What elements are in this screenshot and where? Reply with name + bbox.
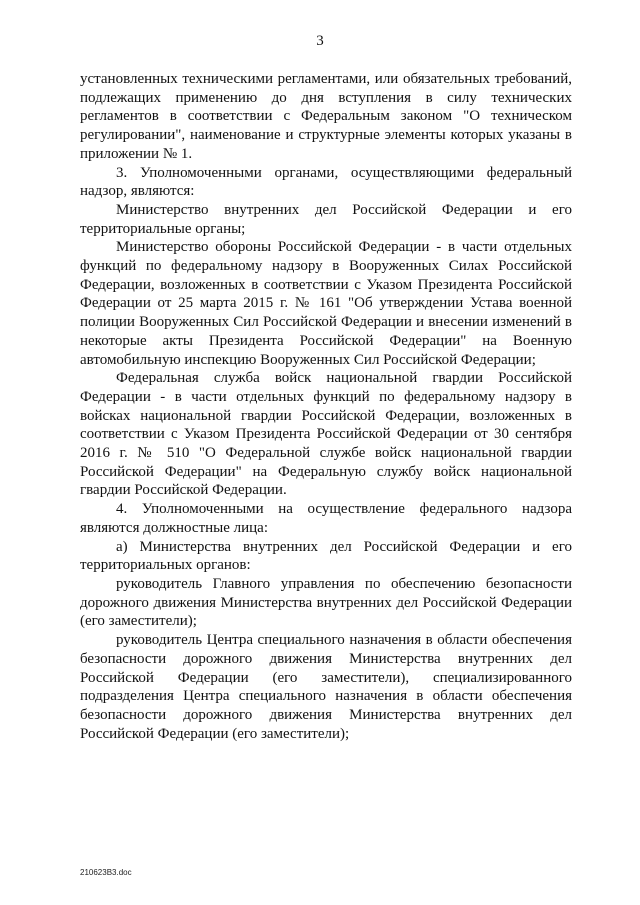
paragraph-ministry-of-defense: Министерство обороны Российской Федерации - в части отдельных функций по федеральному надзору в Вооруженных Силах Российской Федерации, возложенных в соответствии с Указом Президента Российской Федерации от 25 марта 2015 г. № 161 "Об утверждении Устава военной полиции Вооруженных Сил Российской Федерации и внесении изменений в некоторые акты Президента Российской Федерации" на Военную автомобильную инспекцию Вооруженных Сил Российской Федерации; bbox=[80, 239, 572, 368]
document-body bbox=[80, 70, 572, 743]
page-number: 3 bbox=[316, 33, 324, 49]
paragraph-clause-4: 4. Уполномоченными на осуществление федерального надзора являются должностные лица: bbox=[80, 501, 572, 536]
paragraph-subclause-a: а) Министерства внутренних дел Российской Федерации и его территориальных органов: bbox=[80, 538, 572, 574]
paragraph-continuation: установленных техническими регламентами, или обязательных требований, подлежащих применению до дня вступления в силу технических регламентов в соответствии с Федеральным законом "О техническом регулировании", наименование и структурные элементы которых указаны в приложении № 1. bbox=[80, 71, 572, 162]
paragraph-national-guard: Федеральная служба войск национальной гвардии Российской Федерации - в части отдельных функций по федеральному надзору в войсках национальной гвардии Российской Федерации, возложенных в соответствии с Указом Президента Российской Федерации от 30 сентября 2016 г. № 510 "О Федеральной службе войск национальной гвардии Российской Федерации" на Федеральную службу войск национальной гвардии Российской Федерации. bbox=[80, 370, 572, 499]
paragraph-mvd: Министерство внутренних дел Российской Федерации и его территориальные органы; bbox=[80, 201, 572, 237]
paragraph-clause-3: 3. Уполномоченными органами, осуществляющими федеральный надзор, являются: bbox=[80, 164, 572, 200]
paragraph-head-special-center: руководитель Центра специального назначения в области обеспечения безопасности дорожного движения Министерства внутренних дел Российской Федерации (его заместители), специализированного подразделения Центра специального назначения в области обеспечения безопасности дорожного движения Министерства внутренних дел Российской Федерации (его заместители); bbox=[80, 632, 572, 742]
paragraph-head-main-department: руководитель Главного управления по обеспечению безопасности дорожного движения Министерства внутренних дел Российской Федерации (его заместители); bbox=[80, 575, 572, 630]
footer-document-code: 210623B3.doc bbox=[80, 868, 132, 877]
